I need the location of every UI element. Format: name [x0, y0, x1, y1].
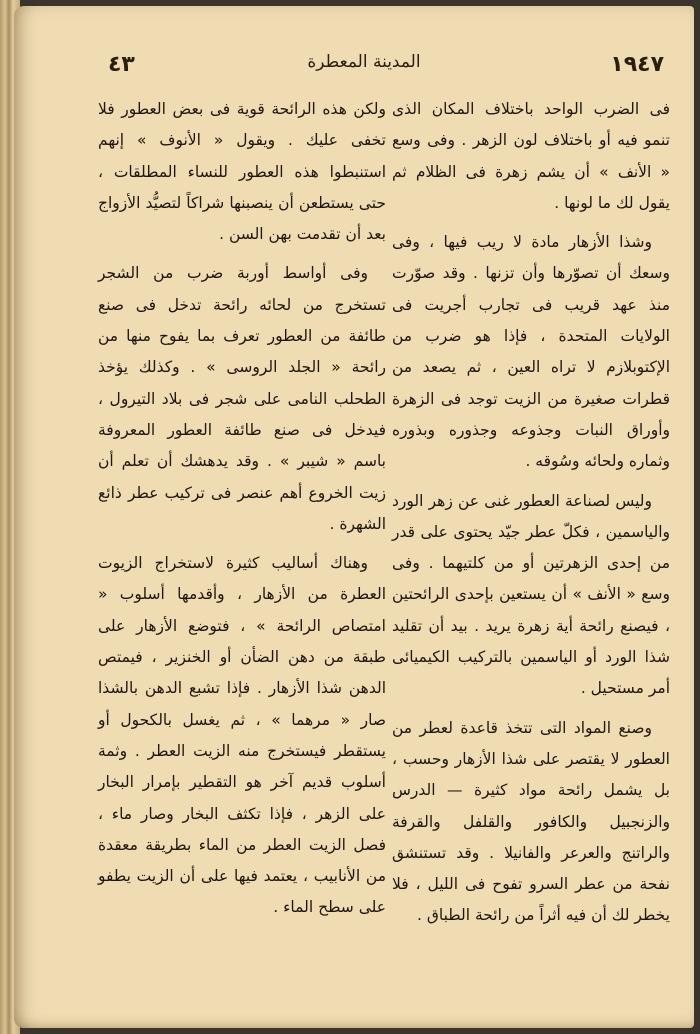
paragraph: وصنع المواد التى تتخذ قاعدة لعطر من العطور لا يقتصر على شذا الأزهار وحسب ، بل يشمل رائحة مواد كثيرة — الدرس والزنجبيل والكافور والقلفل والقرفة والراتنج والعرعر والفانيلا . وقد تستنشق نفحة من عطر السرو تفوح فى الليل ، فلا يخطر لك أن فيه أثراً من رائحة الطباق . [392, 718, 670, 925]
header-year: ١٩٤٧ [610, 52, 664, 77]
paragraph: وهناك أساليب كثيرة لاستخراج الزيوت العطرة من الأزهار ، وأقدمها أسلوب « امتصاص الرائحة » ، فتوضع الأزهار على طبقة من دهن الضأن أو الخنزير ، فيمتص الدهن شذا الأزهار . فإذا تشبع الدهن بالشذا صار « مرهما » ، ثم يغسل بالكحول أو يستقطر فيستخرج منه الزيت العطر . وثمة أسلوب قديم آخر هو التقطير بإمرار البخار على الزهر ، فإذا تكثف البخار وصار ماء ، فصل الزيت العطر من الماء بطريقة معقدة من الأنابيب ، يعتمد فيها على أن الزيت يطفو على سطح الماء . [98, 554, 386, 917]
book-page [14, 6, 694, 1028]
paragraph: وشذا الأزهار مادة لا ريب فيها ، وفى وسعك أن تصوّرها وأن تزنها . وقد صوّرت منذ عهد قريب فى تجارب أجريت فى الولايات المتحدة ، فإذا هو ضرب من الإكتوبلازم لا تراه العين ، ثم يصعد من قطرات صغيرة من الزيت توجد فى الزهرة وأوراق النبات وجذوعه وجذوره وبذوره وثماره ولحائه وسُوقه . [392, 233, 670, 471]
header-title: المدينة المعطرة [307, 52, 421, 72]
paragraph: فى الضرب الواحد باختلاف المكان الذى تنمو فيه أو باختلاف لون الزهر . وفى وسع « الأنف » أن يشم زهرة فى الظلام ثم يقول لك ما لونها . [392, 100, 670, 212]
paragraph: ولكن هذه الرائحة قوية فى بعض العطور فلا تخفى عليك . ويقول « الأنوف » إنهم استنبطوا هذه العطور للنساء المطلقات ، حتى يستطعن أن ينصبنها شراكاً لتصيُّد الأزواج بعد أن تقدمت بهن السن . [98, 100, 386, 244]
right-column [392, 94, 670, 940]
left-column [98, 94, 386, 932]
page-number: ٤٣ [108, 52, 135, 77]
running-header [14, 52, 694, 92]
paragraph: وفى أواسط أوربة ضرب من الشجر تستخرج من لحائه رائحة تدخل فى صنع طائفة من العطور تعرف بما يفوح منها من رائحة « الجلد الروسى » . وكذلك يؤخذ الطحلب النامى على شجر فى بلاد التيرول ، فيدخل فى صنع طائفة العطور المعروفة باسم « شيبر » . وقد يدهشك أن تعلم أن زيت الخروع أهم عنصر فى تركيب عطر ذائع الشهرة . [98, 264, 386, 533]
paragraph: وليس لصناعة العطور غنى عن زهر الورد والياسمين ، فكلّ عطر جيّد يحتوى على قدر من إحدى الزهرتين أو من كلتيهما . وفى وسع « الأنف » أن يستعين بإحدى الرائحتين ، فيصنع رائحة أية زهرة يريد . بيد أن تقليد شذا الورد أو الياسمين بالتركيب الكيميائى أمر مستحيل . [392, 491, 670, 698]
